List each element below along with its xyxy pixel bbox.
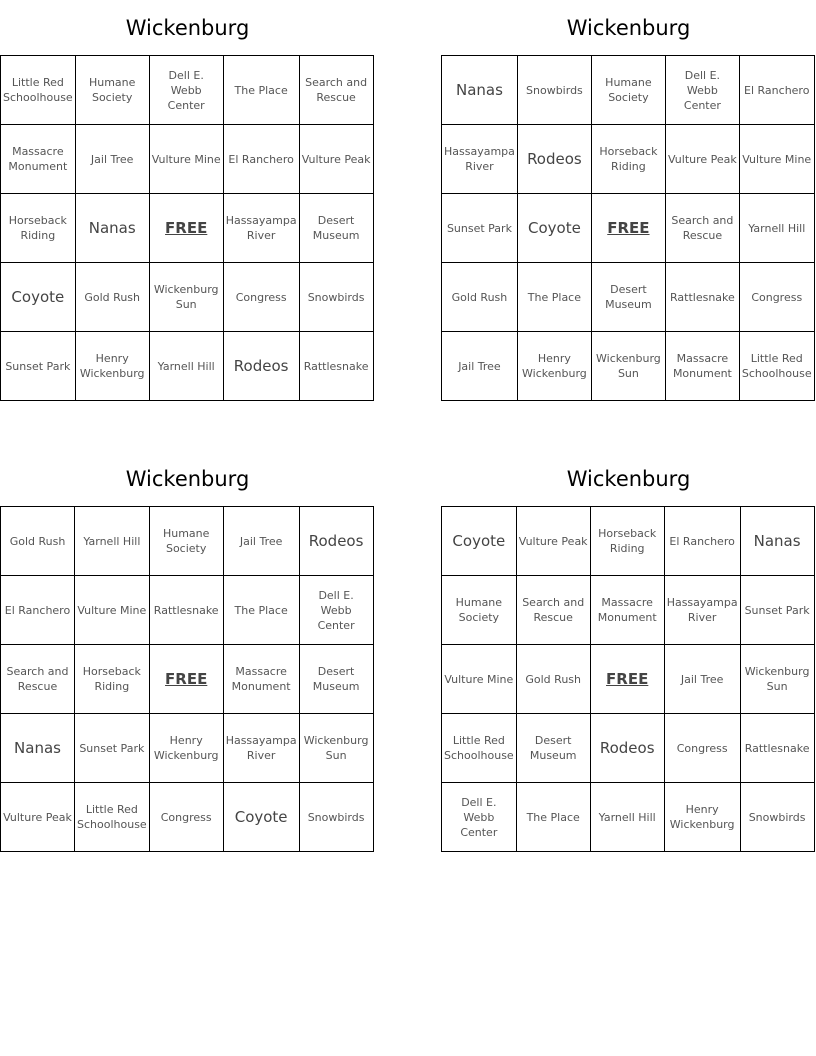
grid-cell: Yarnell Hill — [590, 783, 664, 852]
grid-cell: Jail Tree — [442, 332, 518, 401]
grid-cell: Henry Wickenburg — [75, 332, 149, 401]
bingo-grid — [441, 55, 815, 401]
grid-row — [1, 125, 374, 194]
grid-cell: Search and Rescue — [299, 56, 373, 125]
grid-cell: Vulture Peak — [299, 125, 373, 194]
grid-cell: The Place — [516, 783, 590, 852]
grid-cell: Humane Society — [149, 507, 223, 576]
grid-cell: The Place — [223, 56, 299, 125]
grid-cell: The Place — [223, 576, 299, 645]
grid-cell: Sunset Park — [1, 332, 76, 401]
grid-cell: Jail Tree — [223, 507, 299, 576]
grid-cell: Search and Rescue — [665, 194, 739, 263]
grid-row — [442, 125, 815, 194]
grid-cell: Gold Rush — [1, 507, 75, 576]
grid-cell: Snowbirds — [299, 783, 373, 852]
grid-cell: Massacre Monument — [665, 332, 739, 401]
grid-cell: Rodeos — [517, 125, 591, 194]
grid-cell: Congress — [223, 263, 299, 332]
grid-cell: El Ranchero — [739, 56, 814, 125]
grid-cell: Dell E. Webb Center — [442, 783, 517, 852]
grid-cell: Wickenburg Sun — [591, 332, 665, 401]
grid-cell: Sunset Park — [740, 576, 814, 645]
grid-row — [1, 783, 374, 852]
card-title: Wickenburg — [566, 16, 691, 40]
grid-cell: Hassayampa River — [664, 576, 740, 645]
grid-cell: Nanas — [1, 714, 75, 783]
grid-cell: Nanas — [740, 507, 814, 576]
grid-cell: Nanas — [75, 194, 149, 263]
grid-row — [442, 194, 815, 263]
grid-cell: Snowbirds — [517, 56, 591, 125]
bingo-grid — [441, 506, 815, 852]
grid-cell: Jail Tree — [664, 645, 740, 714]
grid-cell: Dell E. Webb Center — [299, 576, 373, 645]
grid-cell: Henry Wickenburg — [664, 783, 740, 852]
grid-cell: Massacre Monument — [1, 125, 76, 194]
grid-cell: Wickenburg Sun — [299, 714, 373, 783]
grid-cell: Little Red Schoolhouse — [739, 332, 814, 401]
grid-cell: Henry Wickenburg — [149, 714, 223, 783]
grid-cell: Vulture Mine — [75, 576, 150, 645]
grid-cell: Wickenburg Sun — [740, 645, 814, 714]
grid-cell: Vulture Mine — [739, 125, 814, 194]
grid-cell: Dell E. Webb Center — [149, 56, 223, 125]
grid-row — [1, 263, 374, 332]
grid-cell: Sunset Park — [442, 194, 518, 263]
grid-cell: Gold Rush — [75, 263, 149, 332]
grid-cell: Coyote — [1, 263, 76, 332]
grid-row — [1, 507, 374, 576]
free-space: FREE — [149, 194, 223, 263]
free-space: FREE — [590, 645, 664, 714]
card-title: Wickenburg — [125, 16, 250, 40]
grid-cell: Horseback Riding — [591, 125, 665, 194]
grid-cell: Yarnell Hill — [149, 332, 223, 401]
grid-cell: The Place — [517, 263, 591, 332]
grid-cell: Vulture Mine — [442, 645, 517, 714]
grid-cell: Little Red Schoolhouse — [442, 714, 517, 783]
grid-cell: Little Red Schoolhouse — [75, 783, 150, 852]
grid-cell: El Ranchero — [1, 576, 75, 645]
grid-cell: Humane Society — [591, 56, 665, 125]
grid-row — [442, 56, 815, 125]
grid-cell: Congress — [664, 714, 740, 783]
grid-cell: Vulture Peak — [516, 507, 590, 576]
grid-cell: Horseback Riding — [1, 194, 76, 263]
grid-cell: Massacre Monument — [223, 645, 299, 714]
grid-row — [442, 507, 815, 576]
bingo-grid — [0, 55, 374, 401]
grid-row — [1, 56, 374, 125]
grid-cell: Dell E. Webb Center — [665, 56, 739, 125]
grid-cell: Coyote — [517, 194, 591, 263]
grid-cell: Horseback Riding — [590, 507, 664, 576]
grid-cell: Henry Wickenburg — [517, 332, 591, 401]
grid-row — [442, 714, 815, 783]
grid-row — [442, 263, 815, 332]
grid-cell: Rodeos — [590, 714, 664, 783]
grid-cell: Desert Museum — [591, 263, 665, 332]
grid-cell: Rodeos — [299, 507, 373, 576]
grid-cell: Humane Society — [442, 576, 517, 645]
grid-row — [1, 576, 374, 645]
grid-row — [442, 783, 815, 852]
grid-cell: Search and Rescue — [1, 645, 75, 714]
grid-cell: Gold Rush — [442, 263, 518, 332]
grid-cell: Yarnell Hill — [739, 194, 814, 263]
grid-cell: Rattlesnake — [149, 576, 223, 645]
grid-row — [442, 645, 815, 714]
grid-cell: Rodeos — [223, 332, 299, 401]
grid-cell: Nanas — [442, 56, 518, 125]
grid-cell: Wickenburg Sun — [149, 263, 223, 332]
grid-row — [1, 194, 374, 263]
grid-row — [1, 332, 374, 401]
grid-cell: Vulture Peak — [1, 783, 75, 852]
grid-cell: Coyote — [223, 783, 299, 852]
grid-cell: Congress — [739, 263, 814, 332]
grid-cell: Desert Museum — [299, 194, 373, 263]
grid-cell: Desert Museum — [516, 714, 590, 783]
grid-cell: Rattlesnake — [665, 263, 739, 332]
grid-cell: Humane Society — [75, 56, 149, 125]
grid-cell: Rattlesnake — [299, 332, 373, 401]
grid-row — [1, 645, 374, 714]
grid-cell: Coyote — [442, 507, 517, 576]
grid-cell: El Ranchero — [664, 507, 740, 576]
grid-cell: Desert Museum — [299, 645, 373, 714]
grid-cell: Congress — [149, 783, 223, 852]
grid-cell: Rattlesnake — [740, 714, 814, 783]
grid-cell: Snowbirds — [299, 263, 373, 332]
grid-cell: Search and Rescue — [516, 576, 590, 645]
grid-cell: Snowbirds — [740, 783, 814, 852]
grid-cell: Vulture Mine — [149, 125, 223, 194]
grid-row — [442, 576, 815, 645]
grid-cell: Vulture Peak — [665, 125, 739, 194]
grid-cell: Jail Tree — [75, 125, 149, 194]
card-title: Wickenburg — [125, 467, 250, 491]
free-space: FREE — [149, 645, 223, 714]
grid-row — [442, 332, 815, 401]
free-space: FREE — [591, 194, 665, 263]
grid-row — [1, 714, 374, 783]
grid-cell: Sunset Park — [75, 714, 150, 783]
grid-cell: Gold Rush — [516, 645, 590, 714]
grid-cell: Massacre Monument — [590, 576, 664, 645]
grid-cell: Yarnell Hill — [75, 507, 150, 576]
grid-cell: Hassayampa River — [442, 125, 518, 194]
grid-cell: Horseback Riding — [75, 645, 150, 714]
grid-cell: El Ranchero — [223, 125, 299, 194]
grid-cell: Hassayampa River — [223, 714, 299, 783]
grid-cell: Hassayampa River — [223, 194, 299, 263]
grid-cell: Little Red Schoolhouse — [1, 56, 76, 125]
card-title: Wickenburg — [566, 467, 691, 491]
bingo-grid — [0, 506, 374, 852]
